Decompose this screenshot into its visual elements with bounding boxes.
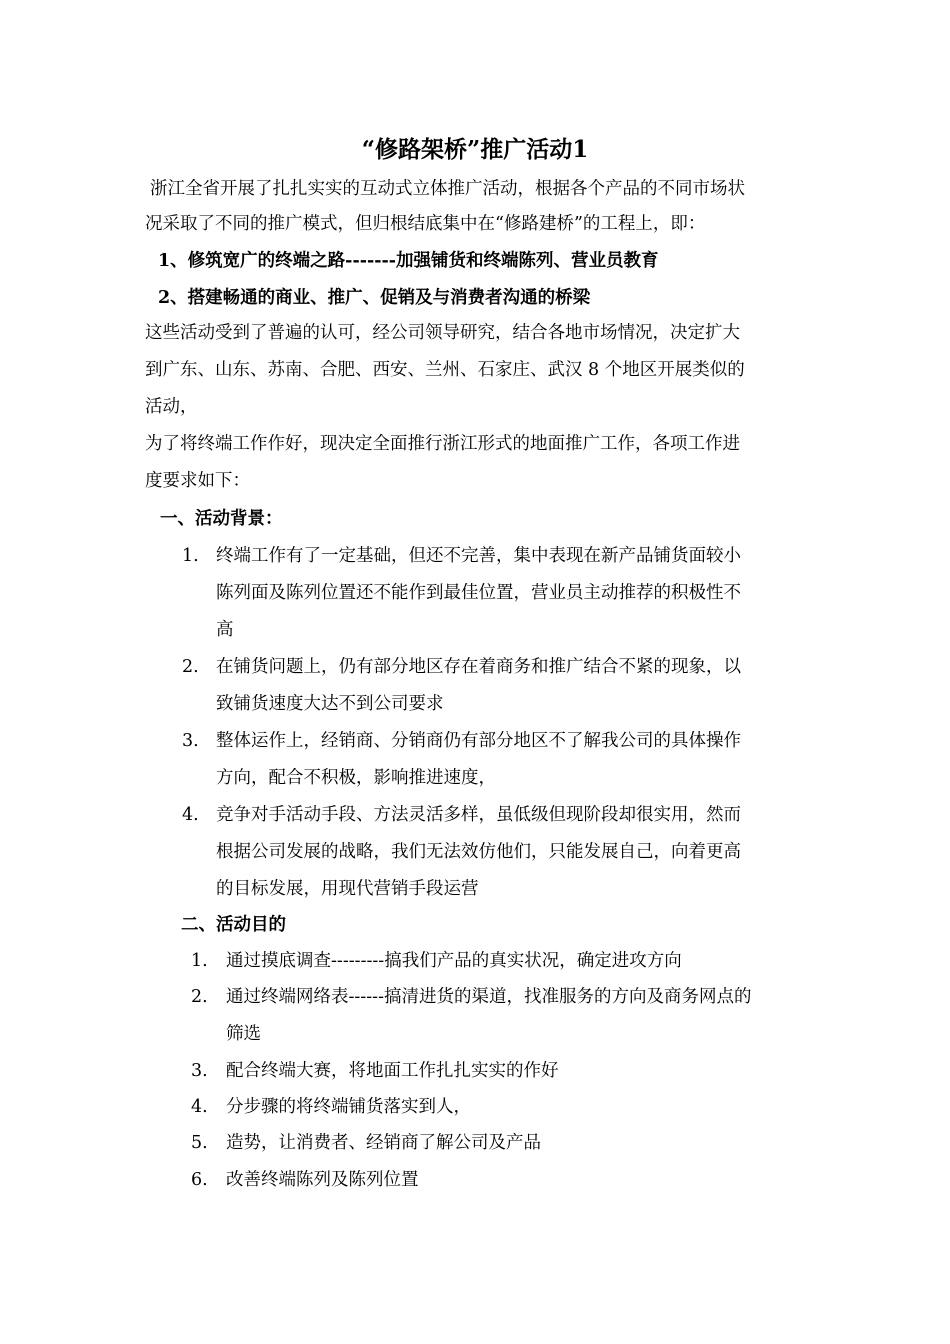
list-number: 4. [191,1097,208,1117]
list-item-line: 改善终端陈列及陈列位置 [226,1170,419,1190]
list-item-line: 筛选 [226,1024,261,1044]
list-number: 3. [191,1061,208,1081]
list-item-line: 竞争对手活动手段、方法灵活多样，虽低级但现阶段却很实用，然而 [216,805,741,825]
list-number: 5. [191,1133,208,1153]
paragraph-line: 这些活动受到了普遍的认可，经公司领导研究，结合各地市场情况，决定扩大 [145,323,740,343]
list-item-line: 的目标发展，用现代营销手段运营 [216,879,479,899]
paragraph-line: 度要求如下： [145,471,250,491]
list-item-line: 终端工作有了一定基础，但还不完善，集中表现在新产品铺货面较小 [216,546,741,566]
list-number: 2. [182,657,199,677]
list-number: 2. [191,987,208,1007]
section-heading: 二、活动目的 [181,915,286,935]
list-item-line: 在铺货问题上，仍有部分地区存在着商务和推广结合不紧的现象，以 [216,657,741,677]
list-item-line: 致铺货速度大达不到公司要求 [216,694,444,714]
key-point: 1、修筑宽广的终端之路-------加强铺货和终端陈列、营业员教育 [158,251,659,271]
list-number: 1. [182,546,199,566]
list-item-line: 造势，让消费者、经销商了解公司及产品 [226,1133,541,1153]
list-item-line: 陈列面及陈列位置还不能作到最佳位置，营业员主动推荐的积极性不 [216,583,741,603]
list-number: 1. [191,951,208,971]
intro-line: 况采取了不同的推广模式，但归根结底集中在“修路建桥”的工程上，即： [145,214,706,234]
section-heading: 一、活动背景： [160,509,283,529]
list-item-line: 根据公司发展的战略，我们无法效仿他们，只能发展自己，向着更高 [216,842,741,862]
paragraph-line: 到广东、山东、苏南、合肥、西安、兰州、石家庄、武汉 8 个地区开展类似的 [145,360,745,380]
list-number: 3. [182,731,199,751]
key-point: 2、搭建畅通的商业、推广、促销及与消费者沟通的桥梁 [158,288,591,308]
list-item-line: 高 [216,620,234,640]
document-title: “修路架桥”推广活动1 [361,136,589,163]
paragraph-line: 活动， [145,397,198,417]
list-item-line: 通过摸底调查---------搞我们产品的真实状况，确定进攻方向 [226,951,682,971]
paragraph-line: 为了将终端工作作好，现决定全面推行浙江形式的地面推广工作，各项工作进 [145,434,740,454]
list-item-line: 分步骤的将终端铺货落实到人， [226,1097,471,1117]
list-number: 6. [191,1170,208,1190]
list-item-line: 通过终端网络表------搞清进货的渠道，找准服务的方向及商务网点的 [226,987,752,1007]
list-item-line: 整体运作上，经销商、分销商仍有部分地区不了解我公司的具体操作 [216,731,741,751]
intro-line: 浙江全省开展了扎扎实实的互动式立体推广活动，根据各个产品的不同市场状 [150,179,745,199]
list-item-line: 配合终端大赛，将地面工作扎扎实实的作好 [226,1061,559,1081]
list-item-line: 方向，配合不积极，影响推进速度， [216,768,496,788]
list-number: 4. [182,805,199,825]
